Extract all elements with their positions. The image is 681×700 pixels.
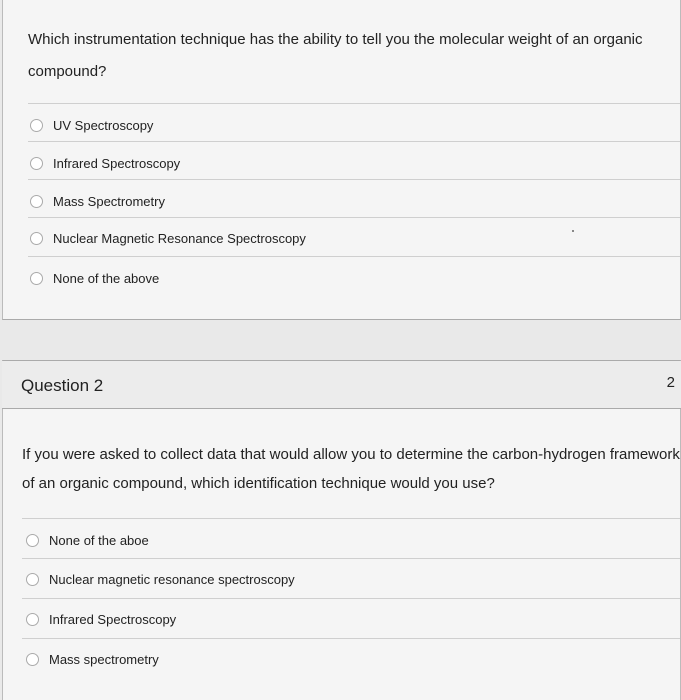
separator xyxy=(22,518,680,519)
question-2-header xyxy=(2,361,681,409)
question-2-text: If you were asked to collect data that would allow you to determine the carbon-hydrogen framework of an organic compound, which identification technique would you use? xyxy=(22,446,680,492)
q1-option-nmr-spectroscopy[interactable] xyxy=(30,231,306,246)
radio-button[interactable] xyxy=(30,272,43,285)
question-1-text: Which instrumentation technique has the ability to tell you the molecular weight of an organic compound? xyxy=(28,31,643,80)
option-label: Nuclear Magnetic Resonance Spectroscopy xyxy=(53,231,306,246)
separator xyxy=(28,103,680,104)
q1-option-none[interactable] xyxy=(30,271,159,286)
radio-button[interactable] xyxy=(26,613,39,626)
option-label: Mass Spectrometry xyxy=(53,194,165,209)
radio-button[interactable] xyxy=(30,157,43,170)
option-label: Mass spectrometry xyxy=(49,652,159,667)
separator xyxy=(28,217,680,218)
option-label: Nuclear magnetic resonance spectroscopy xyxy=(49,572,295,587)
stray-dot xyxy=(572,230,574,232)
option-label: None of the aboe xyxy=(49,533,149,548)
radio-button[interactable] xyxy=(26,534,39,547)
option-label: None of the above xyxy=(53,271,160,286)
question-2-points: 2 xyxy=(666,374,675,391)
option-label: UV Spectroscopy xyxy=(53,118,154,133)
q2-option-nmr[interactable] xyxy=(26,572,295,587)
separator xyxy=(22,638,680,639)
radio-button[interactable] xyxy=(30,119,43,132)
q2-option-none[interactable] xyxy=(26,533,149,548)
q1-option-uv-spectroscopy[interactable] xyxy=(30,118,153,133)
q1-option-infrared-spectroscopy[interactable] xyxy=(30,156,180,171)
q1-option-mass-spectrometry[interactable] xyxy=(30,194,165,209)
radio-button[interactable] xyxy=(26,573,39,586)
option-label: Infrared Spectroscopy xyxy=(53,156,181,171)
separator xyxy=(22,558,680,559)
separator xyxy=(28,141,680,142)
q2-option-infrared[interactable] xyxy=(26,612,176,627)
q2-option-mass-spectrometry[interactable] xyxy=(26,652,159,667)
radio-button[interactable] xyxy=(30,195,43,208)
question-2-card xyxy=(2,360,681,700)
separator xyxy=(28,256,680,257)
separator xyxy=(28,179,680,180)
radio-button[interactable] xyxy=(30,232,43,245)
separator xyxy=(22,598,680,599)
radio-button[interactable] xyxy=(26,653,39,666)
option-label: Infrared Spectroscopy xyxy=(49,612,177,627)
question-2-title: Question 2 xyxy=(21,376,104,395)
